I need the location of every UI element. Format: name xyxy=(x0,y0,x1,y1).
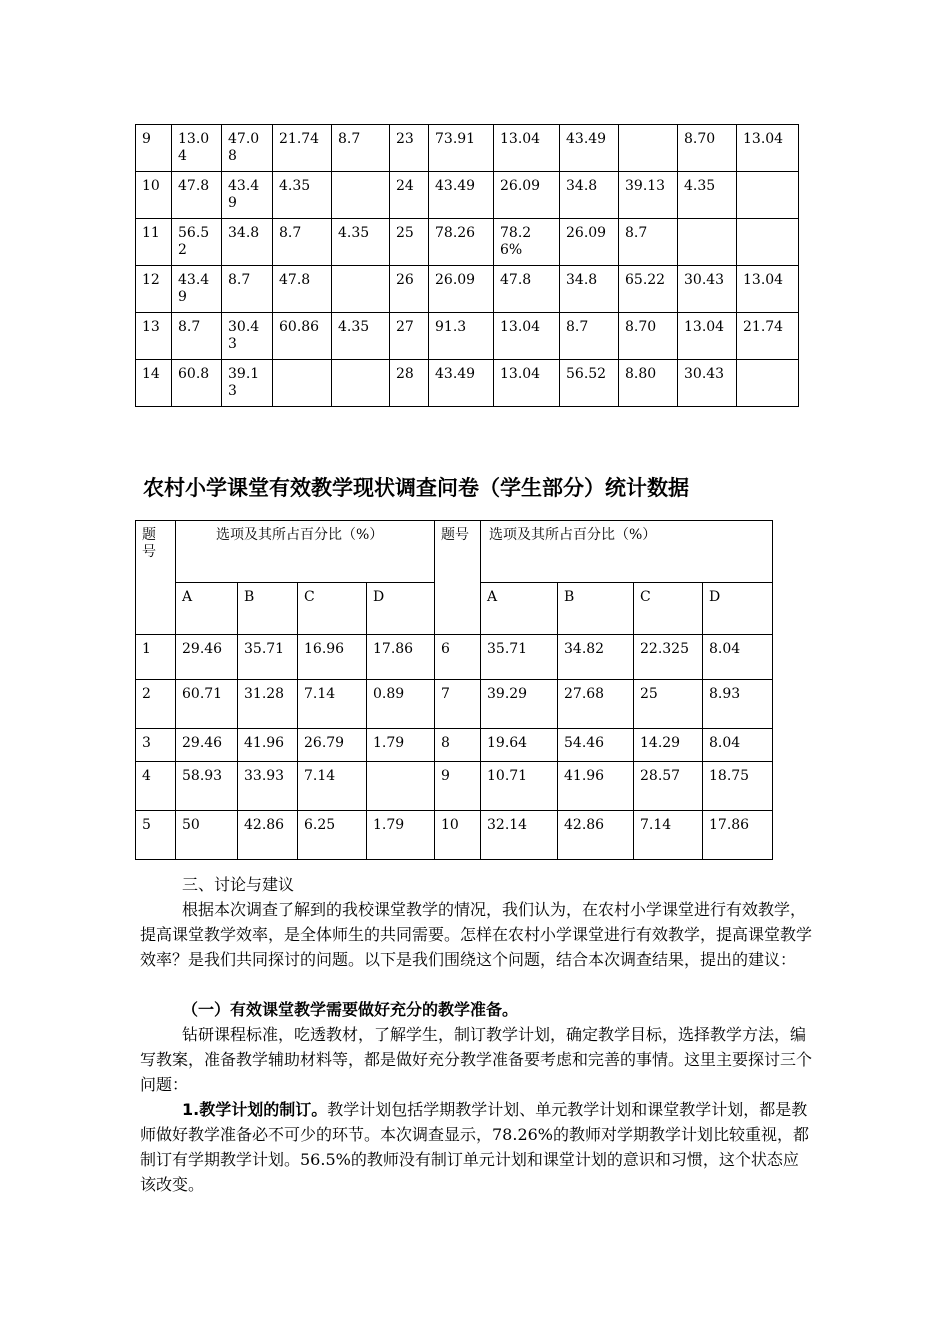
table-cell: 7.14 xyxy=(634,811,703,860)
table-cell: 8.70 xyxy=(619,313,678,360)
teacher-stats-table xyxy=(135,124,799,407)
table-cell: 60.71 xyxy=(176,680,238,729)
table-cell: 56.52 xyxy=(560,360,619,407)
table-cell xyxy=(619,125,678,172)
table-cell: 30.43 xyxy=(222,313,273,360)
table-cell: 43.49 xyxy=(222,172,273,219)
table-cell: 8.7 xyxy=(172,313,222,360)
table-cell: 7 xyxy=(435,680,481,729)
table-cell: 13.04 xyxy=(737,266,799,313)
table-cell: 10 xyxy=(136,172,172,219)
table-cell: 32.14 xyxy=(481,811,558,860)
table-cell xyxy=(273,360,332,407)
table-cell: 4.35 xyxy=(273,172,332,219)
table-cell: 10 xyxy=(435,811,481,860)
table-cell: 39.13 xyxy=(619,172,678,219)
header-question-no: 题号 xyxy=(136,521,176,635)
table-cell: 26.79 xyxy=(298,729,367,762)
table-cell: 28.57 xyxy=(634,762,703,811)
table-cell: 58.93 xyxy=(176,762,238,811)
point-1 xyxy=(140,1097,812,1197)
table-cell: 43.49 xyxy=(429,360,494,407)
table-row xyxy=(136,172,799,219)
table-cell xyxy=(737,172,799,219)
table-row xyxy=(136,811,773,860)
table-cell: 34.8 xyxy=(560,172,619,219)
table-cell: 35.71 xyxy=(238,635,298,680)
option-header-cell: B xyxy=(558,583,634,635)
table-cell: 8.7 xyxy=(332,125,390,172)
table-cell: 11 xyxy=(136,219,172,266)
table-cell: 25 xyxy=(634,680,703,729)
table-cell: 26.09 xyxy=(560,219,619,266)
table-cell: 54.46 xyxy=(558,729,634,762)
table-cell: 4.35 xyxy=(678,172,737,219)
option-header-cell: C xyxy=(298,583,367,635)
table-row xyxy=(136,125,799,172)
table-cell: 8.7 xyxy=(560,313,619,360)
table-cell: 9 xyxy=(435,762,481,811)
table-cell: 1.79 xyxy=(367,729,435,762)
table-cell: 9 xyxy=(136,125,172,172)
section-heading: 三、讨论与建议 xyxy=(182,875,295,894)
student-stats-table xyxy=(135,520,773,860)
option-header-cell: C xyxy=(634,583,703,635)
table-cell: 26 xyxy=(390,266,429,313)
table-cell: 22.325 xyxy=(634,635,703,680)
header-options-left: 选项及其所占百分比（%） xyxy=(176,521,435,583)
table-cell: 16.96 xyxy=(298,635,367,680)
table-cell: 35.71 xyxy=(481,635,558,680)
table-cell: 26.09 xyxy=(494,172,560,219)
table-cell: 10.71 xyxy=(481,762,558,811)
table-row xyxy=(136,680,773,729)
table-cell: 12 xyxy=(136,266,172,313)
table-cell: 60.8 xyxy=(172,360,222,407)
table-cell xyxy=(737,360,799,407)
table-cell: 34.8 xyxy=(560,266,619,313)
table-cell: 47.08 xyxy=(222,125,273,172)
table-cell: 91.3 xyxy=(429,313,494,360)
table-cell: 30.43 xyxy=(678,266,737,313)
table-cell: 4 xyxy=(136,762,176,811)
table-cell: 29.46 xyxy=(176,729,238,762)
table-cell: 31.28 xyxy=(238,680,298,729)
table-row xyxy=(136,266,799,313)
table-cell: 13.04 xyxy=(494,360,560,407)
table-cell xyxy=(332,266,390,313)
table-cell: 39.13 xyxy=(222,360,273,407)
header-options-right: 选项及其所占百分比（%） xyxy=(481,521,773,583)
option-header-cell: A xyxy=(481,583,558,635)
table-cell: 65.22 xyxy=(619,266,678,313)
point-1-title: 1.教学计划的制订。 xyxy=(182,1100,328,1119)
table-cell: 30.43 xyxy=(678,360,737,407)
table-cell: 8.93 xyxy=(703,680,773,729)
table-cell: 14 xyxy=(136,360,172,407)
table-cell: 13.04 xyxy=(737,125,799,172)
paragraph-2: 钻研课程标准，吃透教材，了解学生，制订教学计划，确定教学目标，选择教学方法，编写教案，准备教学辅助材料等，都是做好充分教学准备要考虑和完善的事情。这里主要探讨三个问题： xyxy=(140,1025,813,1094)
paragraph-1: 根据本次调查了解到的我校课堂教学的情况，我们认为，在农村小学课堂进行有效教学，提高课堂教学效率，是全体师生的共同需要。怎样在农村小学课堂进行有效教学，提高课堂教学效率？是我们共同探讨的问题。以下是我们围绕这个问题，结合本次调查结果，提出的建议： xyxy=(140,900,813,969)
table-cell: 1 xyxy=(136,635,176,680)
table-cell: 42.86 xyxy=(558,811,634,860)
table-cell: 8 xyxy=(435,729,481,762)
table-cell: 14.29 xyxy=(634,729,703,762)
table-cell: 25 xyxy=(390,219,429,266)
table-cell: 60.86 xyxy=(273,313,332,360)
table-cell: 39.29 xyxy=(481,680,558,729)
table-cell: 0.89 xyxy=(367,680,435,729)
table-cell: 26.09 xyxy=(429,266,494,313)
table-cell: 73.91 xyxy=(429,125,494,172)
table-cell: 17.86 xyxy=(367,635,435,680)
table-row xyxy=(136,635,773,680)
table-cell: 34.8 xyxy=(222,219,273,266)
table-cell: 21.74 xyxy=(273,125,332,172)
table-cell: 13.04 xyxy=(678,313,737,360)
table-cell: 17.86 xyxy=(703,811,773,860)
table-cell xyxy=(332,172,390,219)
table-row xyxy=(136,219,799,266)
table-cell: 2 xyxy=(136,680,176,729)
table-cell: 8.7 xyxy=(619,219,678,266)
table-row xyxy=(136,360,799,407)
table-cell: 8.7 xyxy=(273,219,332,266)
table-cell: 42.86 xyxy=(238,811,298,860)
table-cell: 3 xyxy=(136,729,176,762)
point-1-body: 教学计划包括学期教学计划、单元教学计划和课堂教学计划，都是教师做好教学准备必不可少的环节。本次调查显示，78.26%的教师对学期教学计划比较重视，都制订有学期教学计划。56.5%的教师没有制订单元计划和课堂计划的意识和习惯，这个状态应该改变。 xyxy=(140,1100,810,1194)
table-cell: 47.8 xyxy=(494,266,560,313)
table-cell: 19.64 xyxy=(481,729,558,762)
table-cell: 4.35 xyxy=(332,219,390,266)
table-cell: 47.8 xyxy=(273,266,332,313)
table2-title: 农村小学课堂有效教学现状调查问卷（学生部分）统计数据 xyxy=(143,476,689,500)
table-cell xyxy=(367,762,435,811)
table-cell: 8.80 xyxy=(619,360,678,407)
table-cell xyxy=(678,219,737,266)
table-cell: 41.96 xyxy=(558,762,634,811)
table-row xyxy=(136,762,773,811)
table-cell: 47.8 xyxy=(172,172,222,219)
table-cell: 78.26% xyxy=(494,219,560,266)
table-cell: 13.04 xyxy=(172,125,222,172)
table-cell: 27 xyxy=(390,313,429,360)
table-row xyxy=(136,729,773,762)
table-cell xyxy=(737,219,799,266)
table-cell: 43.49 xyxy=(560,125,619,172)
table-row xyxy=(136,313,799,360)
option-header-cell: B xyxy=(238,583,298,635)
table-cell: 4.35 xyxy=(332,313,390,360)
table-cell: 56.52 xyxy=(172,219,222,266)
table-cell: 24 xyxy=(390,172,429,219)
table-cell: 18.75 xyxy=(703,762,773,811)
table-cell: 13.04 xyxy=(494,313,560,360)
option-header-cell: D xyxy=(367,583,435,635)
table-cell: 6.25 xyxy=(298,811,367,860)
table-cell: 13.04 xyxy=(494,125,560,172)
header-question-no-right: 题号 xyxy=(435,521,481,635)
table-cell: 21.74 xyxy=(737,313,799,360)
option-header-cell: D xyxy=(703,583,773,635)
table-cell: 29.46 xyxy=(176,635,238,680)
table-cell: 34.82 xyxy=(558,635,634,680)
table-cell: 7.14 xyxy=(298,680,367,729)
table-cell: 6 xyxy=(435,635,481,680)
table2-header-row xyxy=(136,521,773,583)
table-cell: 28 xyxy=(390,360,429,407)
table-cell: 8.04 xyxy=(703,635,773,680)
table-cell: 13 xyxy=(136,313,172,360)
table-cell xyxy=(332,360,390,407)
table-cell: 43.49 xyxy=(172,266,222,313)
table-cell: 78.26 xyxy=(429,219,494,266)
table-cell: 1.79 xyxy=(367,811,435,860)
table-cell: 5 xyxy=(136,811,176,860)
table-cell: 8.7 xyxy=(222,266,273,313)
table-cell: 27.68 xyxy=(558,680,634,729)
table-cell: 8.70 xyxy=(678,125,737,172)
sub-heading: （一）有效课堂教学需要做好充分的教学准备。 xyxy=(182,1000,519,1019)
table-cell: 23 xyxy=(390,125,429,172)
option-header-cell: A xyxy=(176,583,238,635)
table-cell: 43.49 xyxy=(429,172,494,219)
table-cell: 8.04 xyxy=(703,729,773,762)
table-cell: 33.93 xyxy=(238,762,298,811)
table-cell: 50 xyxy=(176,811,238,860)
table-cell: 41.96 xyxy=(238,729,298,762)
table-cell: 7.14 xyxy=(298,762,367,811)
